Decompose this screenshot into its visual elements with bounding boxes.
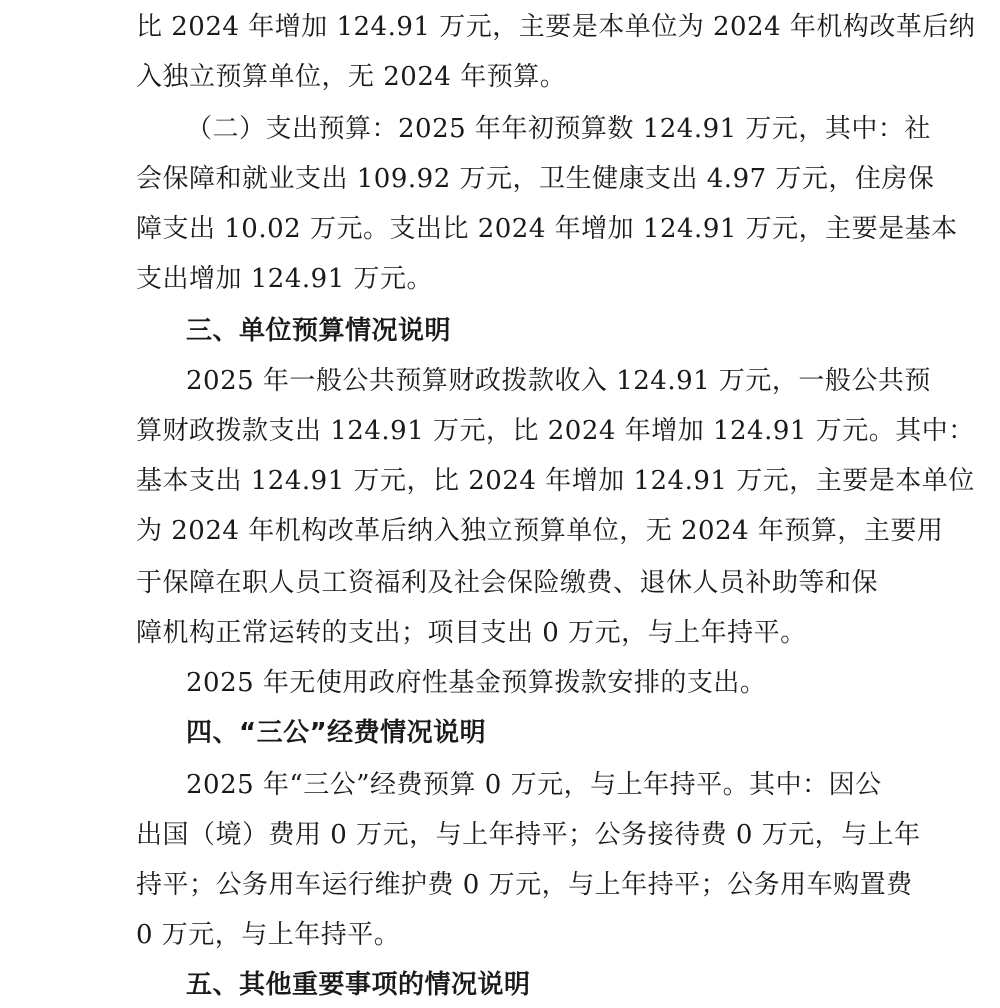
section-heading-3: 三、单位预算情况说明 xyxy=(186,316,452,346)
paragraph-line-12: 障机构正常运转的支出；项目支出 0 万元，与上年持平。 xyxy=(136,618,807,648)
section-heading-4: 四、“三公”经费情况说明 xyxy=(186,718,487,748)
paragraph-line-5: 障支出 10.02 万元。支出比 2024 年增加 124.91 万元，主要是基本 xyxy=(136,214,958,244)
paragraph-line-8: 算财政拨款支出 124.91 万元，比 2024 年增加 124.91 万元。其中： xyxy=(136,416,975,446)
paragraph-line-16: 持平；公务用车运行维护费 0 万元，与上年持平；公务用车购置费 xyxy=(136,870,913,900)
paragraph-line-17: 0 万元，与上年持平。 xyxy=(136,920,401,950)
paragraph-line-10: 为 2024 年机构改革后纳入独立预算单位，无 2024 年预算，主要用 xyxy=(136,516,944,546)
paragraph-line-7: 2025 年一般公共预算财政拨款收入 124.91 万元，一般公共预 xyxy=(186,366,931,396)
paragraph-line-3: （二）支出预算：2025 年年初预算数 124.91 万元，其中：社 xyxy=(186,114,931,144)
paragraph-line-1: 比 2024 年增加 124.91 万元，主要是本单位为 2024 年机构改革后纳 xyxy=(136,12,976,42)
paragraph-line-15: 出国（境）费用 0 万元，与上年持平；公务接待费 0 万元，与上年 xyxy=(136,820,921,850)
section-heading-5: 五、其他重要事项的情况说明 xyxy=(186,970,531,1000)
paragraph-line-11: 于保障在职人员工资福利及社会保险缴费、退休人员补助等和保 xyxy=(136,568,879,598)
paragraph-line-2: 入独立预算单位，无 2024 年预算。 xyxy=(136,62,567,92)
paragraph-line-4: 会保障和就业支出 109.92 万元，卫生健康支出 4.97 万元，住房保 xyxy=(136,164,935,194)
paragraph-line-14: 2025 年“三公”经费预算 0 万元，与上年持平。其中：因公 xyxy=(186,770,882,800)
paragraph-line-13: 2025 年无使用政府性基金预算拨款安排的支出。 xyxy=(186,668,767,698)
paragraph-line-6: 支出增加 124.91 万元。 xyxy=(136,264,434,294)
paragraph-line-9: 基本支出 124.91 万元，比 2024 年增加 124.91 万元，主要是本单位 xyxy=(136,466,975,496)
